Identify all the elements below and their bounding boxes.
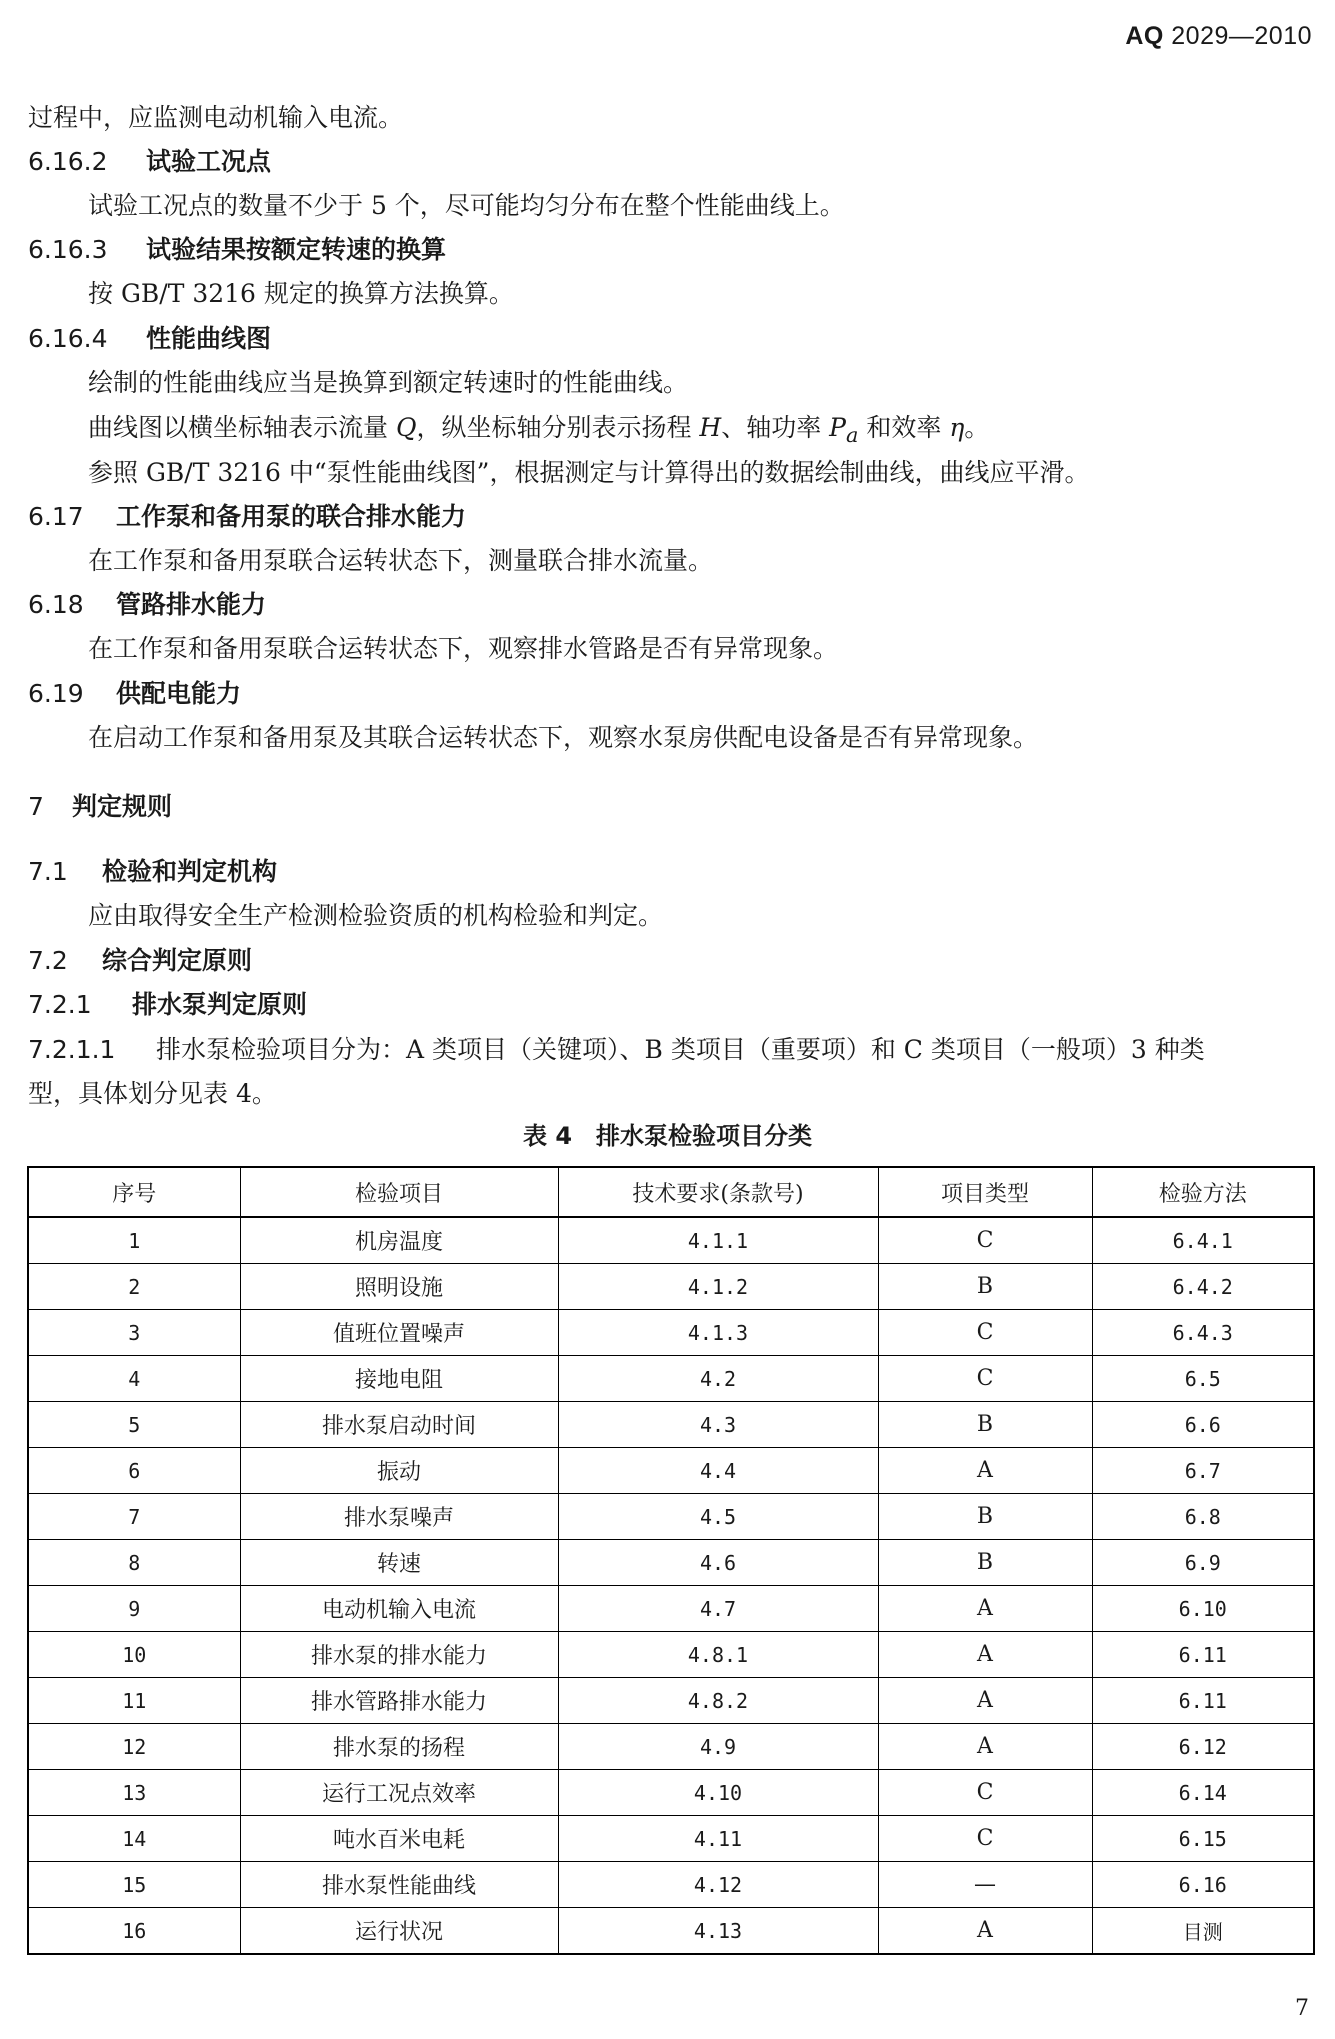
- cell-method: 6.4.2: [1092, 1264, 1314, 1310]
- cell-type: C: [878, 1217, 1092, 1264]
- cell-seq: 16: [28, 1908, 240, 1955]
- cell-method: 6.4.1: [1092, 1217, 1314, 1264]
- cell-item: 排水泵启动时间: [240, 1402, 558, 1448]
- table-row: [28, 1402, 1314, 1448]
- table-row: [28, 1264, 1314, 1310]
- cell-item: 排水泵的排水能力: [240, 1632, 558, 1678]
- cell-seq: 6: [28, 1448, 240, 1494]
- cell-method: 6.7: [1092, 1448, 1314, 1494]
- table-row: [28, 1724, 1314, 1770]
- table-row: [28, 1908, 1314, 1955]
- cell-method: 6.15: [1092, 1816, 1314, 1862]
- cell-type: B: [878, 1402, 1092, 1448]
- paragraph-6-16-2: 试验工况点的数量不少于 5 个，尽可能均匀分布在整个性能曲线上。: [88, 191, 845, 220]
- cell-method: 6.6: [1092, 1402, 1314, 1448]
- cell-type: C: [878, 1770, 1092, 1816]
- cell-seq: 14: [28, 1816, 240, 1862]
- symbol-p-subscript: a: [846, 423, 859, 447]
- table-row: [28, 1632, 1314, 1678]
- paragraph-7-2-1-1-a: 7.2.1.1 排水泵检验项目分为：A 类项目（关键项）、B 类项目（重要项）和 C 类项目（一般项）3 种类: [28, 1032, 1311, 1068]
- cell-seq: 11: [28, 1678, 240, 1724]
- cell-requirement: 4.1.3: [558, 1310, 878, 1356]
- cell-item: 接地电阻: [240, 1356, 558, 1402]
- table-header-row: [28, 1167, 1314, 1217]
- heading-6-16-2: 6.16.2 试验工况点: [28, 147, 272, 176]
- clause-number: 7.2.1.1: [28, 1035, 116, 1064]
- cell-type: C: [878, 1356, 1092, 1402]
- cell-method: 6.14: [1092, 1770, 1314, 1816]
- cell-requirement: 4.1.2: [558, 1264, 878, 1310]
- cell-type: C: [878, 1816, 1092, 1862]
- cell-item: 电动机输入电流: [240, 1586, 558, 1632]
- header-item: 检验项目: [240, 1167, 558, 1217]
- header-requirement: 技术要求(条款号): [558, 1167, 878, 1217]
- cell-seq: 9: [28, 1586, 240, 1632]
- table-row: [28, 1586, 1314, 1632]
- heading-6-16-3: 6.16.3 试验结果按额定转速的换算: [28, 235, 447, 264]
- table-row: [28, 1217, 1314, 1264]
- cell-requirement: 4.7: [558, 1586, 878, 1632]
- paragraph-6-16-4-b: 曲线图以横坐标轴表示流量 Q，纵坐标轴分别表示扬程 H、轴功率 $P_a$ 和效率 η。: [88, 413, 990, 447]
- cell-method: 6.8: [1092, 1494, 1314, 1540]
- heading-6-17: 6.17 工作泵和备用泵的联合排水能力: [28, 502, 467, 531]
- paragraph-6-16-4-a: 绘制的性能曲线应当是换算到额定转速时的性能曲线。: [88, 368, 689, 397]
- heading-7-1: 7.1 检验和判定机构: [28, 857, 278, 886]
- heading-7-2-1: 7.2.1 排水泵判定原则: [28, 990, 308, 1019]
- heading-7-2: 7.2 综合判定原则: [28, 946, 253, 975]
- cell-type: A: [878, 1678, 1092, 1724]
- cell-type: —: [878, 1862, 1092, 1908]
- cell-type: A: [878, 1448, 1092, 1494]
- cell-item: 照明设施: [240, 1264, 558, 1310]
- table-row: [28, 1310, 1314, 1356]
- paragraph-6-19: 在启动工作泵和备用泵及其联合运转状态下，观察水泵房供配电设备是否有异常现象。: [88, 723, 1039, 752]
- heading-6-16-4: 6.16.4 性能曲线图: [28, 324, 272, 353]
- cell-item: 运行工况点效率: [240, 1770, 558, 1816]
- table-caption: 表 4 排水泵检验项目分类: [522, 1122, 813, 1150]
- cell-item: 机房温度: [240, 1217, 558, 1264]
- cell-type: A: [878, 1724, 1092, 1770]
- cell-type: B: [878, 1264, 1092, 1310]
- cell-requirement: 4.9: [558, 1724, 878, 1770]
- symbol-q: Q: [395, 413, 417, 442]
- table-row: [28, 1862, 1314, 1908]
- cell-method: 目测: [1092, 1908, 1314, 1955]
- cell-item: 运行状况: [240, 1908, 558, 1955]
- cell-requirement: 4.3: [558, 1402, 878, 1448]
- paragraph-6-16-4-c: 参照 GB/T 3216 中“泵性能曲线图”，根据测定与计算得出的数据绘制曲线，曲线应平滑。: [88, 458, 1090, 487]
- cell-requirement: 4.1.1: [558, 1217, 878, 1264]
- cell-item: 排水泵性能曲线: [240, 1862, 558, 1908]
- table-row: [28, 1494, 1314, 1540]
- inspection-items-table: [27, 1166, 1315, 1955]
- cell-method: 6.9: [1092, 1540, 1314, 1586]
- paragraph-6-16-3: 按 GB/T 3216 规定的换算方法换算。: [88, 279, 514, 308]
- cell-type: B: [878, 1494, 1092, 1540]
- heading-6-18: 6.18 管路排水能力: [28, 590, 267, 619]
- table-row: [28, 1448, 1314, 1494]
- cell-item: 值班位置噪声: [240, 1310, 558, 1356]
- cell-seq: 13: [28, 1770, 240, 1816]
- cell-item: 吨水百米电耗: [240, 1816, 558, 1862]
- cell-item: 转速: [240, 1540, 558, 1586]
- cell-requirement: 4.13: [558, 1908, 878, 1955]
- cell-seq: 5: [28, 1402, 240, 1448]
- cell-method: 6.11: [1092, 1632, 1314, 1678]
- cell-item: 排水管路排水能力: [240, 1678, 558, 1724]
- table-row: [28, 1356, 1314, 1402]
- header-method: 检验方法: [1092, 1167, 1314, 1217]
- cell-requirement: 4.2: [558, 1356, 878, 1402]
- standard-code: [1125, 22, 1312, 51]
- cell-item: 排水泵的扬程: [240, 1724, 558, 1770]
- cell-requirement: 4.6: [558, 1540, 878, 1586]
- header-seq: 序号: [28, 1167, 240, 1217]
- cell-requirement: 4.8.1: [558, 1632, 878, 1678]
- symbol-eta: η: [949, 413, 965, 442]
- paragraph-6-18: 在工作泵和备用泵联合运转状态下，观察排水管路是否有异常现象。: [88, 634, 839, 663]
- paragraph-7-1: 应由取得安全生产检测检验资质的机构检验和判定。: [88, 901, 664, 930]
- cell-requirement: 4.10: [558, 1770, 878, 1816]
- cell-seq: 1: [28, 1217, 240, 1264]
- table-row: [28, 1678, 1314, 1724]
- cell-seq: 8: [28, 1540, 240, 1586]
- header-type: 项目类型: [878, 1167, 1092, 1217]
- cell-requirement: 4.8.2: [558, 1678, 878, 1724]
- cell-seq: 2: [28, 1264, 240, 1310]
- table-row: [28, 1540, 1314, 1586]
- cell-seq: 12: [28, 1724, 240, 1770]
- page-number: 7: [1295, 1996, 1309, 2021]
- heading-7: 7 判定规则: [28, 792, 173, 821]
- cell-method: 6.16: [1092, 1862, 1314, 1908]
- cell-method: 6.10: [1092, 1586, 1314, 1632]
- cell-item: 振动: [240, 1448, 558, 1494]
- cell-type: A: [878, 1632, 1092, 1678]
- cell-requirement: 4.5: [558, 1494, 878, 1540]
- cell-seq: 4: [28, 1356, 240, 1402]
- table-row: [28, 1816, 1314, 1862]
- standard-prefix: AQ: [1125, 22, 1164, 50]
- cell-method: 6.11: [1092, 1678, 1314, 1724]
- paragraph-6-17: 在工作泵和备用泵联合运转状态下，测量联合排水流量。: [88, 546, 714, 575]
- cell-seq: 15: [28, 1862, 240, 1908]
- cell-item: 排水泵噪声: [240, 1494, 558, 1540]
- cell-method: 6.4.3: [1092, 1310, 1314, 1356]
- cell-requirement: 4.11: [558, 1816, 878, 1862]
- cell-seq: 10: [28, 1632, 240, 1678]
- cell-requirement: 4.4: [558, 1448, 878, 1494]
- cell-seq: 7: [28, 1494, 240, 1540]
- cell-type: B: [878, 1540, 1092, 1586]
- paragraph-7-2-1-1-b: 型，具体划分见表 4。: [28, 1079, 277, 1108]
- cell-type: A: [878, 1586, 1092, 1632]
- symbol-p: P: [829, 413, 846, 442]
- cell-type: C: [878, 1310, 1092, 1356]
- table-body: [28, 1217, 1314, 1954]
- table-row: [28, 1770, 1314, 1816]
- cell-method: 6.5: [1092, 1356, 1314, 1402]
- cell-seq: 3: [28, 1310, 240, 1356]
- cell-type: A: [878, 1908, 1092, 1955]
- cell-requirement: 4.12: [558, 1862, 878, 1908]
- symbol-h: H: [699, 413, 722, 442]
- heading-6-19: 6.19 供配电能力: [28, 679, 242, 708]
- standard-number: 2029—2010: [1171, 22, 1312, 50]
- cell-method: 6.12: [1092, 1724, 1314, 1770]
- paragraph-continuation: 过程中，应监测电动机输入电流。: [28, 103, 404, 132]
